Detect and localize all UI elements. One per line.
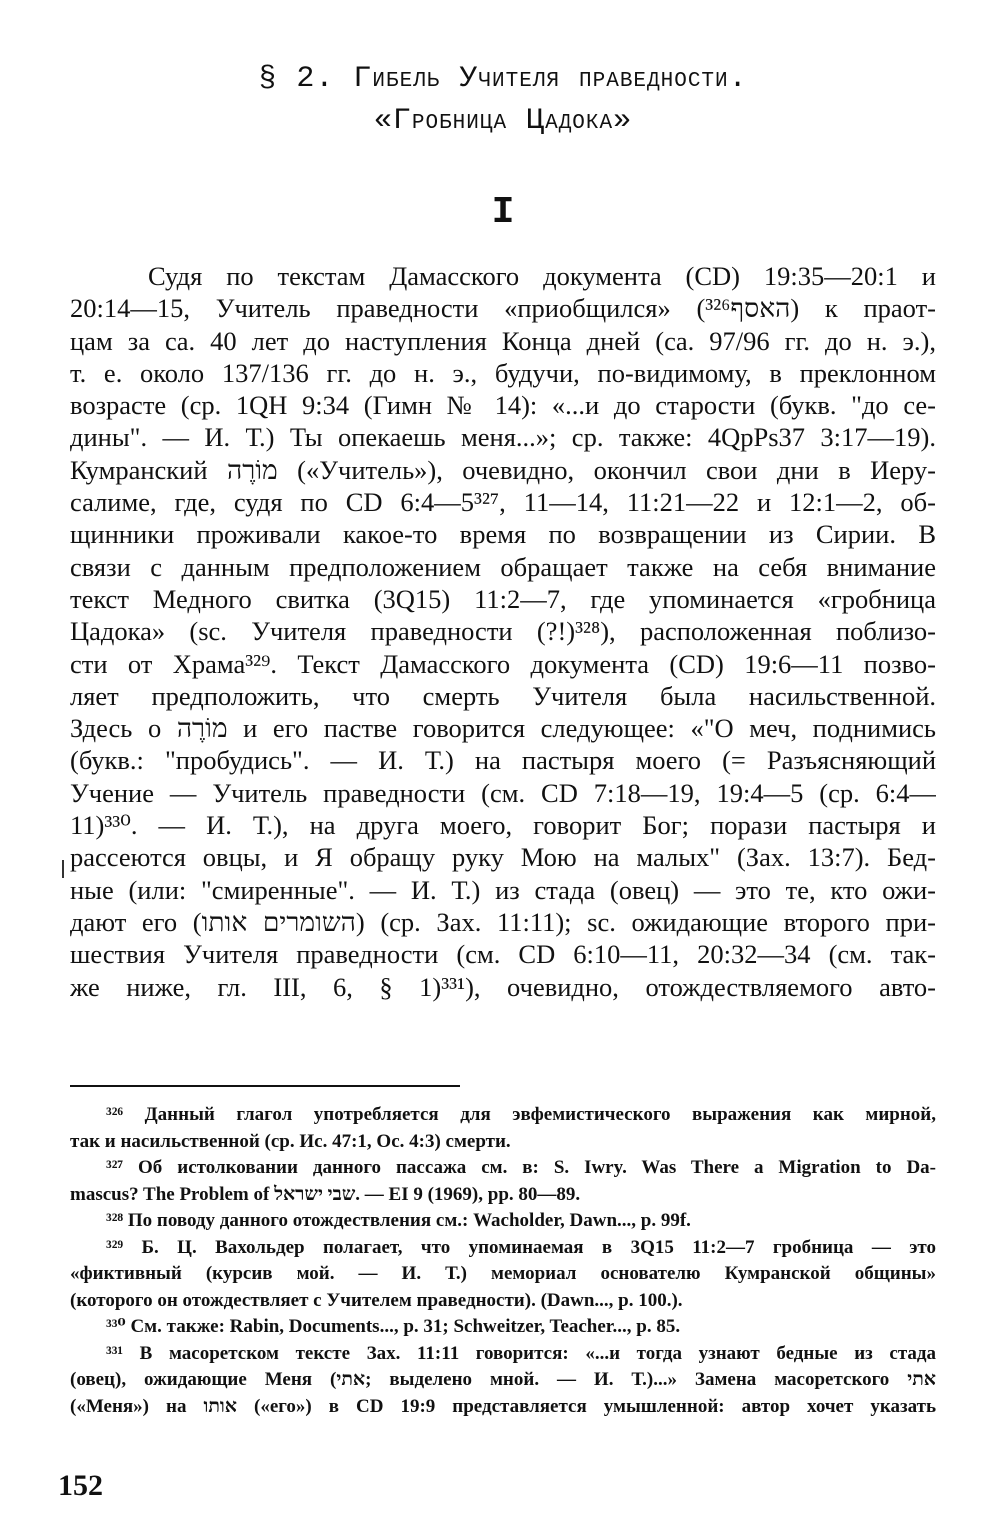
section-title-line-2: «Гробница Цадока» xyxy=(373,104,633,138)
body-text-line: дины". — И. Т.) Ты опекаешь меня...»; ср. также: 4QpPs37 3:17—19). xyxy=(70,422,936,453)
footnote-line: «фиктивный (курсив мой. — И. Т.) мемориал основателю Кумранской общины» xyxy=(70,1263,936,1284)
section-title xyxy=(70,58,936,142)
body-text-line: Кумранский מוֹרֶה («Учитель»), очевидно, окончил свои дни в Иеру- xyxy=(70,454,936,485)
section-title-line-1: § 2. Гибель Учителя праведности. xyxy=(258,62,748,96)
footnote-line: mascus? The Problem of שבי ישראל. — EI 9 (1969), pp. 80—89. xyxy=(70,1183,581,1205)
body-text-line: возрасте (ср. 1QH 9:34 (Гимн № 14): «...и до старости (букв. "до се- xyxy=(70,390,936,421)
body-text-line: (букв.: "пробудись". — И. Т.) на пастыря моего (= Разъясняющий xyxy=(70,745,936,776)
body-text-line: 20:14—15, Учитель праведности «приобщился» (³²⁶האסף) к праот- xyxy=(70,293,936,324)
body-text-line: т. е. около 137/136 гг. до н. э., будучи, по-видимому, в преклонном xyxy=(70,357,936,388)
body-text-line: Цадока» (sc. Учителя праведности (?!)³²⁸), расположенная поблизо- xyxy=(70,616,936,647)
body-text-line: связи с данным предположением обращает также на себя внимание xyxy=(70,551,936,582)
body-text-line: ляет предположить, что смерть Учителя была насильственной. xyxy=(70,680,936,711)
margin-mark xyxy=(62,860,64,878)
body-text-line: 11)³³⁰. — И. Т.), на друга моего, говорит Бог; порази пастыря и xyxy=(70,810,936,841)
body-text-line: Учение — Учитель праведности (см. CD 7:18—19, 19:4—5 (ср. 6:4— xyxy=(70,777,936,808)
footnote-line: (овец), ожидающие Меня (אתי; выделено мной. — И. Т.)...» Замена масоретского אתי xyxy=(70,1369,936,1390)
body-text-line: дают его (השומרים אותו) (ср. Зах. 11:11); sc. ожидающие второго при- xyxy=(70,906,936,937)
section-numeral: I xyxy=(491,191,515,234)
footnote-line: ³³⁰ См. также: Rabin, Documents..., p. 31; Schweitzer, Teacher..., p. 85. xyxy=(106,1316,681,1337)
footnote-divider xyxy=(70,1085,460,1087)
body-text-line: цам за ca. 40 лет до наступления Конца дней (ca. 97/96 гг. до н. э.), xyxy=(70,325,936,356)
body-text-line: текст Медного свитка (3Q15) 11:2—7, где упоминается «гробница xyxy=(70,583,936,614)
body-text-line: Судя по текстам Дамасского документа (CD) 19:35—20:1 и xyxy=(148,261,936,291)
footnote-line: ³²⁶ Данный глагол употребляется для эвфемистического выражения как мирной, xyxy=(106,1104,936,1125)
footnote-line: ³³¹ В масоретском тексте Зах. 11:11 говорится: «...и тогда узнают бедные из стада xyxy=(106,1342,936,1364)
footnote-line: («Меня») на אותו («его») в CD 19:9 представляется умышленной: автор хочет указать xyxy=(70,1395,936,1417)
page-number: 152 xyxy=(58,1469,103,1502)
body-text-line: салиме, где, судя по CD 6:4—5³²⁷, 11—14, 11:21—22 и 12:1—2, об- xyxy=(70,487,936,518)
body-text-line: сти от Храма³²⁹. Текст Дамасского документа (CD) 19:6—11 позво- xyxy=(70,648,936,679)
body-text-line: же ниже, гл. III, 6, § 1)³³¹), очевидно, отождествляемого авто- xyxy=(70,971,936,1002)
body-text-line: рассеются овцы, и Я обращу руку Мою на малых" (Зах. 13:7). Бед- xyxy=(70,842,936,873)
footnote-line: ³²⁹ Б. Ц. Вахольдер полагает, что упоминаемая в 3Q15 11:2—7 гробница — это xyxy=(106,1236,936,1258)
body-text-line: щинники проживали какое-то время по возвращении из Сирии. В xyxy=(70,519,936,550)
footnote-line: так и насильственной (ср. Ис. 47:1, Ос. 4:3) смерти. xyxy=(70,1130,511,1152)
book-page xyxy=(58,0,936,1538)
body-text-line: ные (или: "смиренные". — И. Т.) из стада (овец) — это те, кто ожи- xyxy=(70,874,936,905)
main-text-block xyxy=(70,260,936,1003)
footnote-line: ³²⁷ Об истолковании данного пассажа см. в: S. Iwry. Was There a Migration to Da- xyxy=(106,1157,936,1178)
footnote-line: ³²⁸ По поводу данного отождествления см.: Wacholder, Dawn..., p. 99f. xyxy=(106,1210,691,1231)
footnote-line: (которого он отождествляет с Учителем праведности). (Dawn..., p. 100.). xyxy=(70,1289,683,1311)
footnotes-block xyxy=(70,1102,936,1420)
body-text-line: шествия Учителя праведности (см. CD 6:10—11, 20:32—34 (см. так- xyxy=(70,939,936,970)
body-text-line: Здесь о מוֹרֶה и его пастве говорится следующее: «"О меч, поднимись xyxy=(70,713,936,744)
